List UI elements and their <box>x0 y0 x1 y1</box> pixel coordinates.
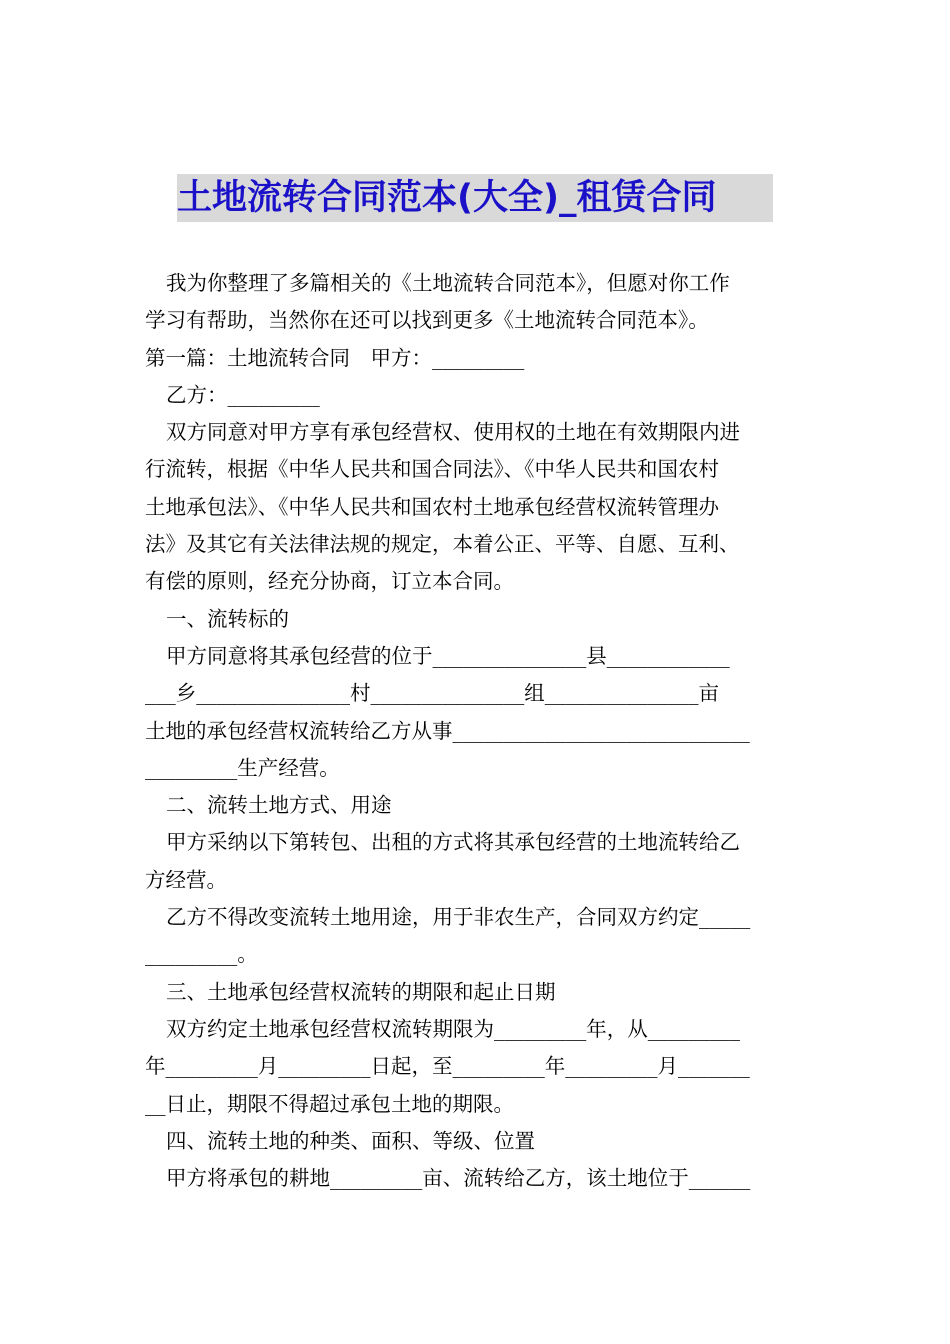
section-heading: 一、流转标的 <box>166 606 289 631</box>
section-heading: 四、流转土地的种类、面积、等级、位置 <box>166 1128 535 1153</box>
paragraph-line: 土地承包法》、《中华人民共和国农村土地承包经营权流转管理办 <box>145 494 719 519</box>
paragraph-line: 法》及其它有关法律法规的规定，本着公正、平等、自愿、互利、 <box>145 532 740 557</box>
paragraph-line: 我为你整理了多篇相关的《土地流转合同范本》，但愿对你工作 <box>166 271 730 295</box>
section-heading: 二、流转土地方式、用途 <box>166 793 392 818</box>
page-title: 土地流转合同范本(大全)_租赁合同 <box>177 174 773 222</box>
paragraph-line: 甲方采纳以下第转包、出租的方式将其承包经营的土地流转给乙 <box>166 830 740 855</box>
paragraph-line: 双方同意对甲方享有承包经营权、使用权的土地在有效期限内进 <box>166 420 740 445</box>
paragraph-line: __日止，期限不得超过承包土地的期限。 <box>145 1091 514 1116</box>
paragraph-line: 甲方同意将其承包经营的位于_______________县____________ <box>166 643 730 668</box>
paragraph-line: 学习有帮助，当然你在还可以找到更多《土地流转合同范本》。 <box>145 308 709 333</box>
paragraph-line: 第一篇：土地流转合同 甲方：_________ <box>145 345 525 370</box>
section-heading: 三、土地承包经营权流转的期限和起止日期 <box>166 979 556 1004</box>
paragraph-line: ___乡_______________村_______________组_______________亩 <box>145 681 719 706</box>
paragraph-line: 年_________月_________日起，至_________年_________月_______ <box>145 1054 750 1079</box>
paragraph-line: 行流转，根据《中华人民共和国合同法》、《中华人民共和国农村 <box>145 457 719 482</box>
paragraph-line: 乙方不得改变流转土地用途，用于非农生产，合同双方约定_____ <box>166 905 751 930</box>
paragraph-line: 方经营。 <box>145 867 227 892</box>
document-body <box>145 265 807 1197</box>
paragraph-line: 乙方：_________ <box>166 382 320 407</box>
paragraph-line: 土地的承包经营权流转给乙方从事_____________________________ <box>145 718 750 743</box>
paragraph-line: 甲方将承包的耕地_________亩、流转给乙方，该土地位于______ <box>166 1166 751 1191</box>
paragraph-line: 双方约定土地承包经营权流转期限为_________年，从_________ <box>166 1016 740 1041</box>
paragraph-line: _________生产经营。 <box>145 755 340 780</box>
paragraph-line: 有偿的原则，经充分协商，订立本合同。 <box>145 569 514 594</box>
paragraph-line: _________。 <box>145 942 258 967</box>
